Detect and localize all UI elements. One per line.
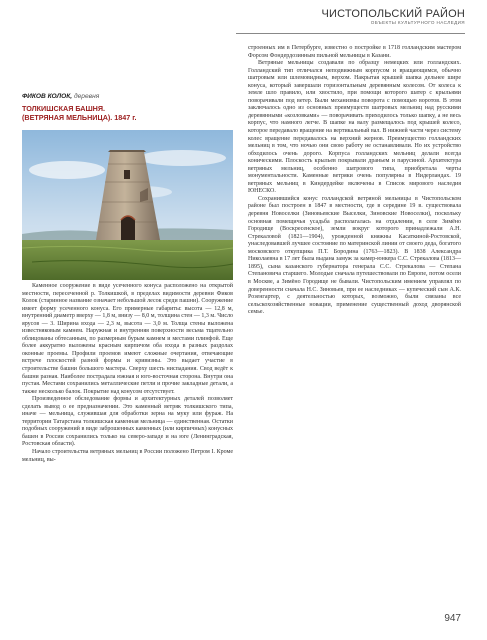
left-text: [22, 283, 233, 464]
paragraph: Сохранившийся конус голландской ветряной мельницы в Чистопольском районе был построен в 1847 в местности, где в середине 19 в. существовала деревня Новоселки (Зиновьевские Выселки, Зиновские Новоселки), поскольку основная помещичья усадьба располагалась на отдалении, в селе Зимёно Городище (Воскресенское), земли вокруг которого принадлежали А.Н. Стрекаловой (1821—1904), урожденной княжны Касаткиной-Ростовской, унаследовавшей лучшее состояние по материнской линии от своего деда, богатого московского откупщика П.Т. Бородина (1763—1823). В 1838 Александра Николаевна в 17 лет была выдана замуж за камер-юнкера С.С. Стрекалова (1813—1895), сына казанского губернатора генерала С.С. Стрекалова — Степана Степановича старшего. Молодые сначала путешествовали по Европе, потом осели в Москве, а Зимёно Городище не бывали. Чистопольским имением управлял по доверенности сначала Н.С. Зиновьев, при ее наследниках — купеческий сын А.К. Розенгартер, с деятельностью которых, возможно, были связаны все сельскохозяйственные новации, применение существенный доход дворянской семье.: [248, 195, 461, 316]
paragraph: Начало строительства ветряных мельниц в России положено Петром I. Кроме мельниц, вы-: [22, 449, 233, 463]
right-column: [248, 45, 461, 317]
article-title-line2: (ВЕТРЯНАЯ МЕЛЬНИЦА). 1847 г.: [22, 113, 137, 122]
location-name: ФИКОВ КОЛОК,: [22, 93, 73, 100]
location-type: деревня: [73, 93, 100, 100]
paragraph: Произведенное обследование формы и архитектурных деталей позволяет сделать вывод о ее предназначении. Это каменный ветряк толкишского типа, иначе — мельница, служившая для обработки зерна на муку или фураж. На территории Татарстана толкишская каменная мельница — единственная. Остатки подобных сооружений в виде заброшенных каменных (или кирпичных) конусных башен в России сохранились только на северо-западе и на юге (Ленинградская, Ростовская области).: [22, 396, 233, 448]
location-line: [22, 92, 233, 101]
photo-illustration: [22, 130, 233, 280]
windmill-tower-photo: [22, 130, 233, 280]
section-subtitle: ОБЪЕКТЫ КУЛЬТУРНОГО НАСЛЕДИЯ: [370, 20, 465, 25]
article-title-line1: ТОЛКИШСКАЯ БАШНЯ.: [22, 104, 106, 113]
page-number: 947: [444, 613, 461, 624]
header-divider: [236, 33, 465, 34]
article-title: [22, 104, 233, 122]
left-column: [22, 92, 233, 464]
paragraph: Ветряные мельницы создавали по образцу немецких или голландских. Голландский тип отличался неподвижным корпусом и вращающимся, обычно шатровым или шлемовидным, верхом. Накрытая крышей шапка дельнее шире конуса, который завершали горизонтальным деревянным колесом. От колеса к земле шло правило, или хвостило, при помощи которого шатер с крыльями поворачивали под ветер. Были механизмы поворота с помощью воротов. В этом заключалось одно из основных преимуществ шатровых мельниц над русскими деревянными «козловками» — поворачивать приходилось только шапку, а не весь корпус, что намного легче. В шапке на валу размещалось под крышей колесо, которое передавало вращение на вертикальный вал. В нижней части через систему колес вращение передавалось на верхний жернов. Преимущество голландских мельниц в том, что ночью они свою работу не останавливали. Но их устройство обходилось очень дорого. Корпуса голландских мельниц делали всегда коническими. Плоскость крыльев покрывали драньем и парусиной. Архитектура ветряных мельниц, особенно шатрового типа, приобретала черты монументальности. Каменные ветряки очень популярны в Нидерландах. 19 ветряных мельниц в Киндердейке включены в Список мирового наследия ЮНЕСКО.: [248, 60, 461, 195]
paragraph-continued: строенных им в Петербурге, известно о постройке в 1718 голландским мастером Форсом Фондердозинным пильной мельницы в Казани.: [248, 45, 461, 59]
section-title: ЧИСТОПОЛЬСКИЙ РАЙОН: [321, 8, 465, 20]
running-head: [322, 8, 466, 26]
paragraph: Каменное сооружение в виде усеченного конуса расположено на открытой местности, пересеченной р. Толкишкой, в пределах видимости деревни Фиков Колок (старинное название означает небольшой лесок среди пашни). Сооружение имеет форму усеченного конуса. Его примерные габариты: высота — 12,8 м, внутренний диаметр вверху — 1,8 м, внизу — 8,0 м, толщина стен — 1,3 м. Число ярусов — 3. Ширина входа — 2,3 м, высота — 3,0 м. Толща стены выложена известняковым камнем. Наружная и внутренняя поверхности весьма тщательно облицованы обтесанным, по размерным бурым камнем и местами плинфой. Еще более аккуратно выложены красным кирпичом оба входа в разных раздолах оконные проемы. Профили проемов имеют сложные очертания, отвечающие встрече плоскостей разной формы и кривизны. Это выдает участие в строительстве башни большого мастера. Сверху шесть ниспадания. Свод ведёт к башни разная. Наиболее пострадала южная и юго-восточная сторона. Внутри она пустая. Местами сохранились металлические петли и прочие закладные детали, а также несколько балок. Покрытие над конусом отсутствует.: [22, 283, 233, 395]
